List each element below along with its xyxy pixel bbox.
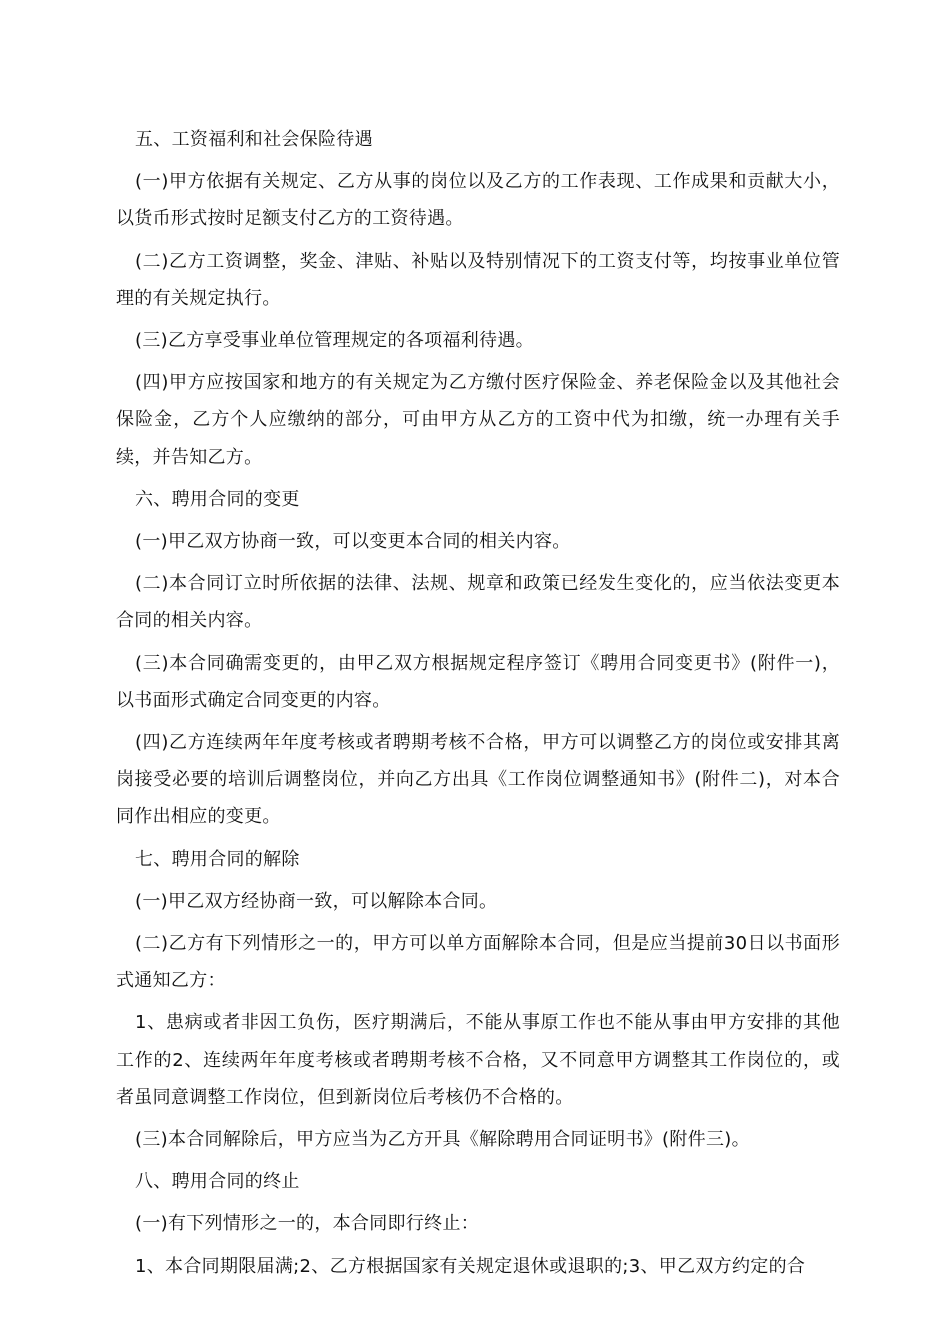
clause-paragraph: (一)甲方依据有关规定、乙方从事的岗位以及乙方的工作表现、工作成果和贡献大小，以货币形式按时足额支付乙方的工资待遇。 [116,171,840,230]
section-heading-change: 六、聘用合同的变更 [135,488,300,510]
clause-paragraph: (三)本合同确需变更的，由甲乙双方根据规定程序签订《聘用合同变更书》(附件一)，以书面形式确定合同变更的内容。 [116,652,840,711]
clause-paragraph: (四)乙方连续两年年度考核或者聘期考核不合格，甲方可以调整乙方的岗位或安排其离岗接受必要的培训后调整岗位，并向乙方出具《工作岗位调整通知书》(附件二)，对本合同作出相应的变更。 [116,732,840,828]
clause-paragraph: 1、本合同期限届满;2、乙方根据国家有关规定退休或退职的;3、甲乙双方约定的合 [135,1255,806,1277]
clause-paragraph: (一)甲乙双方经协商一致，可以解除本合同。 [135,890,498,912]
clause-paragraph: (一)有下列情形之一的，本合同即行终止： [135,1213,480,1235]
clause-paragraph: (二)本合同订立时所依据的法律、法规、规章和政策已经发生变化的，应当依法变更本合同的相关内容。 [116,573,840,632]
section-heading-expiry: 八、聘用合同的终止 [135,1171,300,1193]
clause-paragraph: (四)甲方应按国家和地方的有关规定为乙方缴付医疗保险金、养老保险金以及其他社会保险金，乙方个人应缴纳的部分，可由甲方从乙方的工资中代为扣缴，统一办理有关手续，并告知乙方。 [116,372,840,468]
clause-paragraph: (三)乙方享受事业单位管理规定的各项福利待遇。 [135,330,534,352]
section-heading-wages: 五、工资福利和社会保险待遇 [135,129,373,150]
clause-paragraph: (一)甲乙双方协商一致，可以变更本合同的相关内容。 [135,531,571,553]
clause-paragraph: (三)本合同解除后，甲方应当为乙方开具《解除聘用合同证明书》(附件三)。 [135,1129,750,1151]
clause-paragraph: 1、患病或者非因工负伤，医疗期满后，不能从事原工作也不能从事由甲方安排的其他工作的2、连续两年年度考核或者聘期考核不合格，又不同意甲方调整其工作岗位的，或者虽同意调整工作岗位，但到新岗位后考核仍不合格的。 [116,1012,840,1108]
clause-paragraph: (二)乙方有下列情形之一的，甲方可以单方面解除本合同，但是应当提前30日以书面形式通知乙方： [116,933,840,992]
clause-paragraph: (二)乙方工资调整，奖金、津贴、补贴以及特别情况下的工资支付等，均按事业单位管理的有关规定执行。 [116,250,840,309]
section-heading-termination-by-rescission: 七、聘用合同的解除 [135,848,300,870]
document-body [116,121,840,1290]
